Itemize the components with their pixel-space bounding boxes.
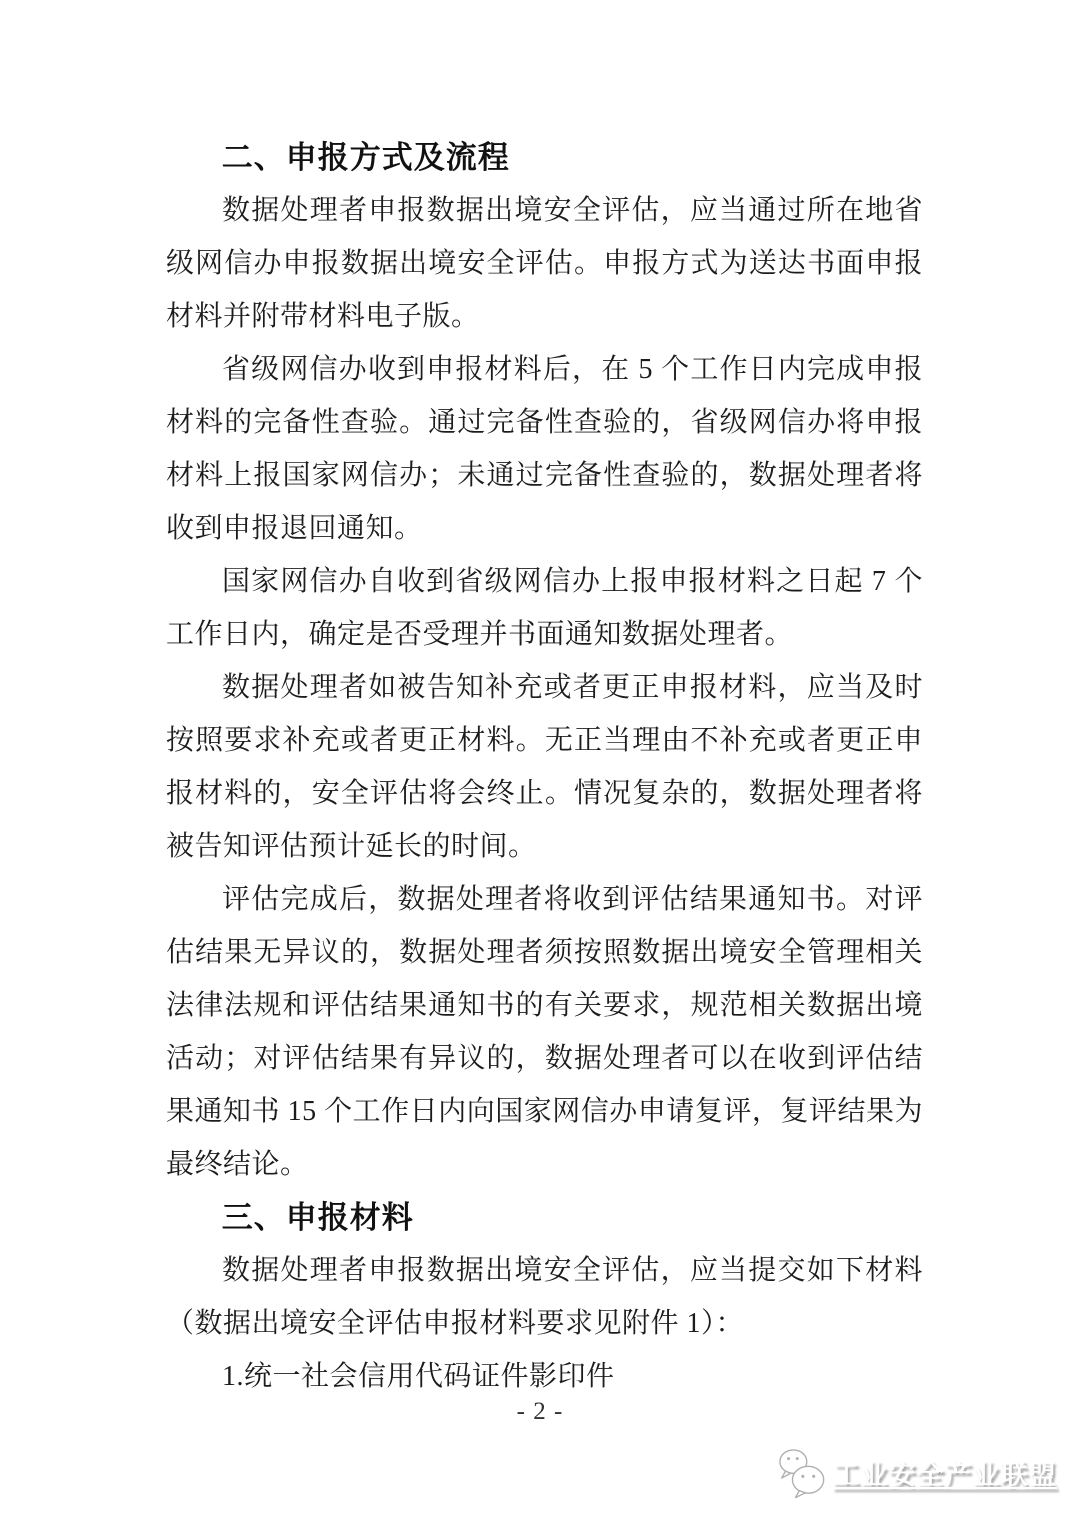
paragraph-materials-intro: 数据处理者申报数据出境安全评估，应当提交如下材料（数据出境安全评估申报材料要求见附件 1）：	[166, 1255, 923, 1339]
paragraph-provincial-check: 省级网信办收到申报材料后，在 5 个工作日内完成申报材料的完备性查验。通过完备性查验的，省级网信办将申报材料上报国家网信办；未通过完备性查验的，数据处理者将收到申报退回通知。	[166, 354, 923, 544]
section-heading-application-materials: 三、申报材料	[221, 1200, 414, 1235]
paragraph-assessment-result: 评估完成后，数据处理者将收到评估结果通知书。对评估结果无异议的，数据处理者须按照数据出境安全管理相关法律法规和评估结果通知书的有关要求，规范相关数据出境活动；对评估结果有异议的，数据处理者可以在收到评估结果通知书 15 个工作日内向国家网信办申请复评，复评结果为最终结论。	[166, 884, 923, 1180]
document-body	[166, 131, 923, 1403]
list-item-credit-code-copy: 1.统一社会信用代码证件影印件	[222, 1361, 615, 1392]
watermark	[776, 1444, 1057, 1500]
page-number: - 2 -	[516, 1398, 564, 1425]
wechat-icon	[776, 1444, 828, 1500]
section-heading-application-method: 二、申报方式及流程	[221, 140, 510, 175]
watermark-label: 工业安全产业联盟	[833, 1459, 1057, 1490]
paragraph-supplement-correction: 数据处理者如被告知补充或者更正申报材料，应当及时按照要求补充或者更正材料。无正当理由不补充或者更正申报材料的，安全评估将会终止。情况复杂的，数据处理者将被告知评估预计延长的时间。	[166, 672, 923, 862]
paragraph-declaration-channel: 数据处理者申报数据出境安全评估，应当通过所在地省级网信办申报数据出境安全评估。申报方式为送达书面申报材料并附带材料电子版。	[166, 195, 923, 332]
paragraph-national-acceptance: 国家网信办自收到省级网信办上报申报材料之日起 7 个工作日内，确定是否受理并书面通知数据处理者。	[166, 566, 923, 650]
